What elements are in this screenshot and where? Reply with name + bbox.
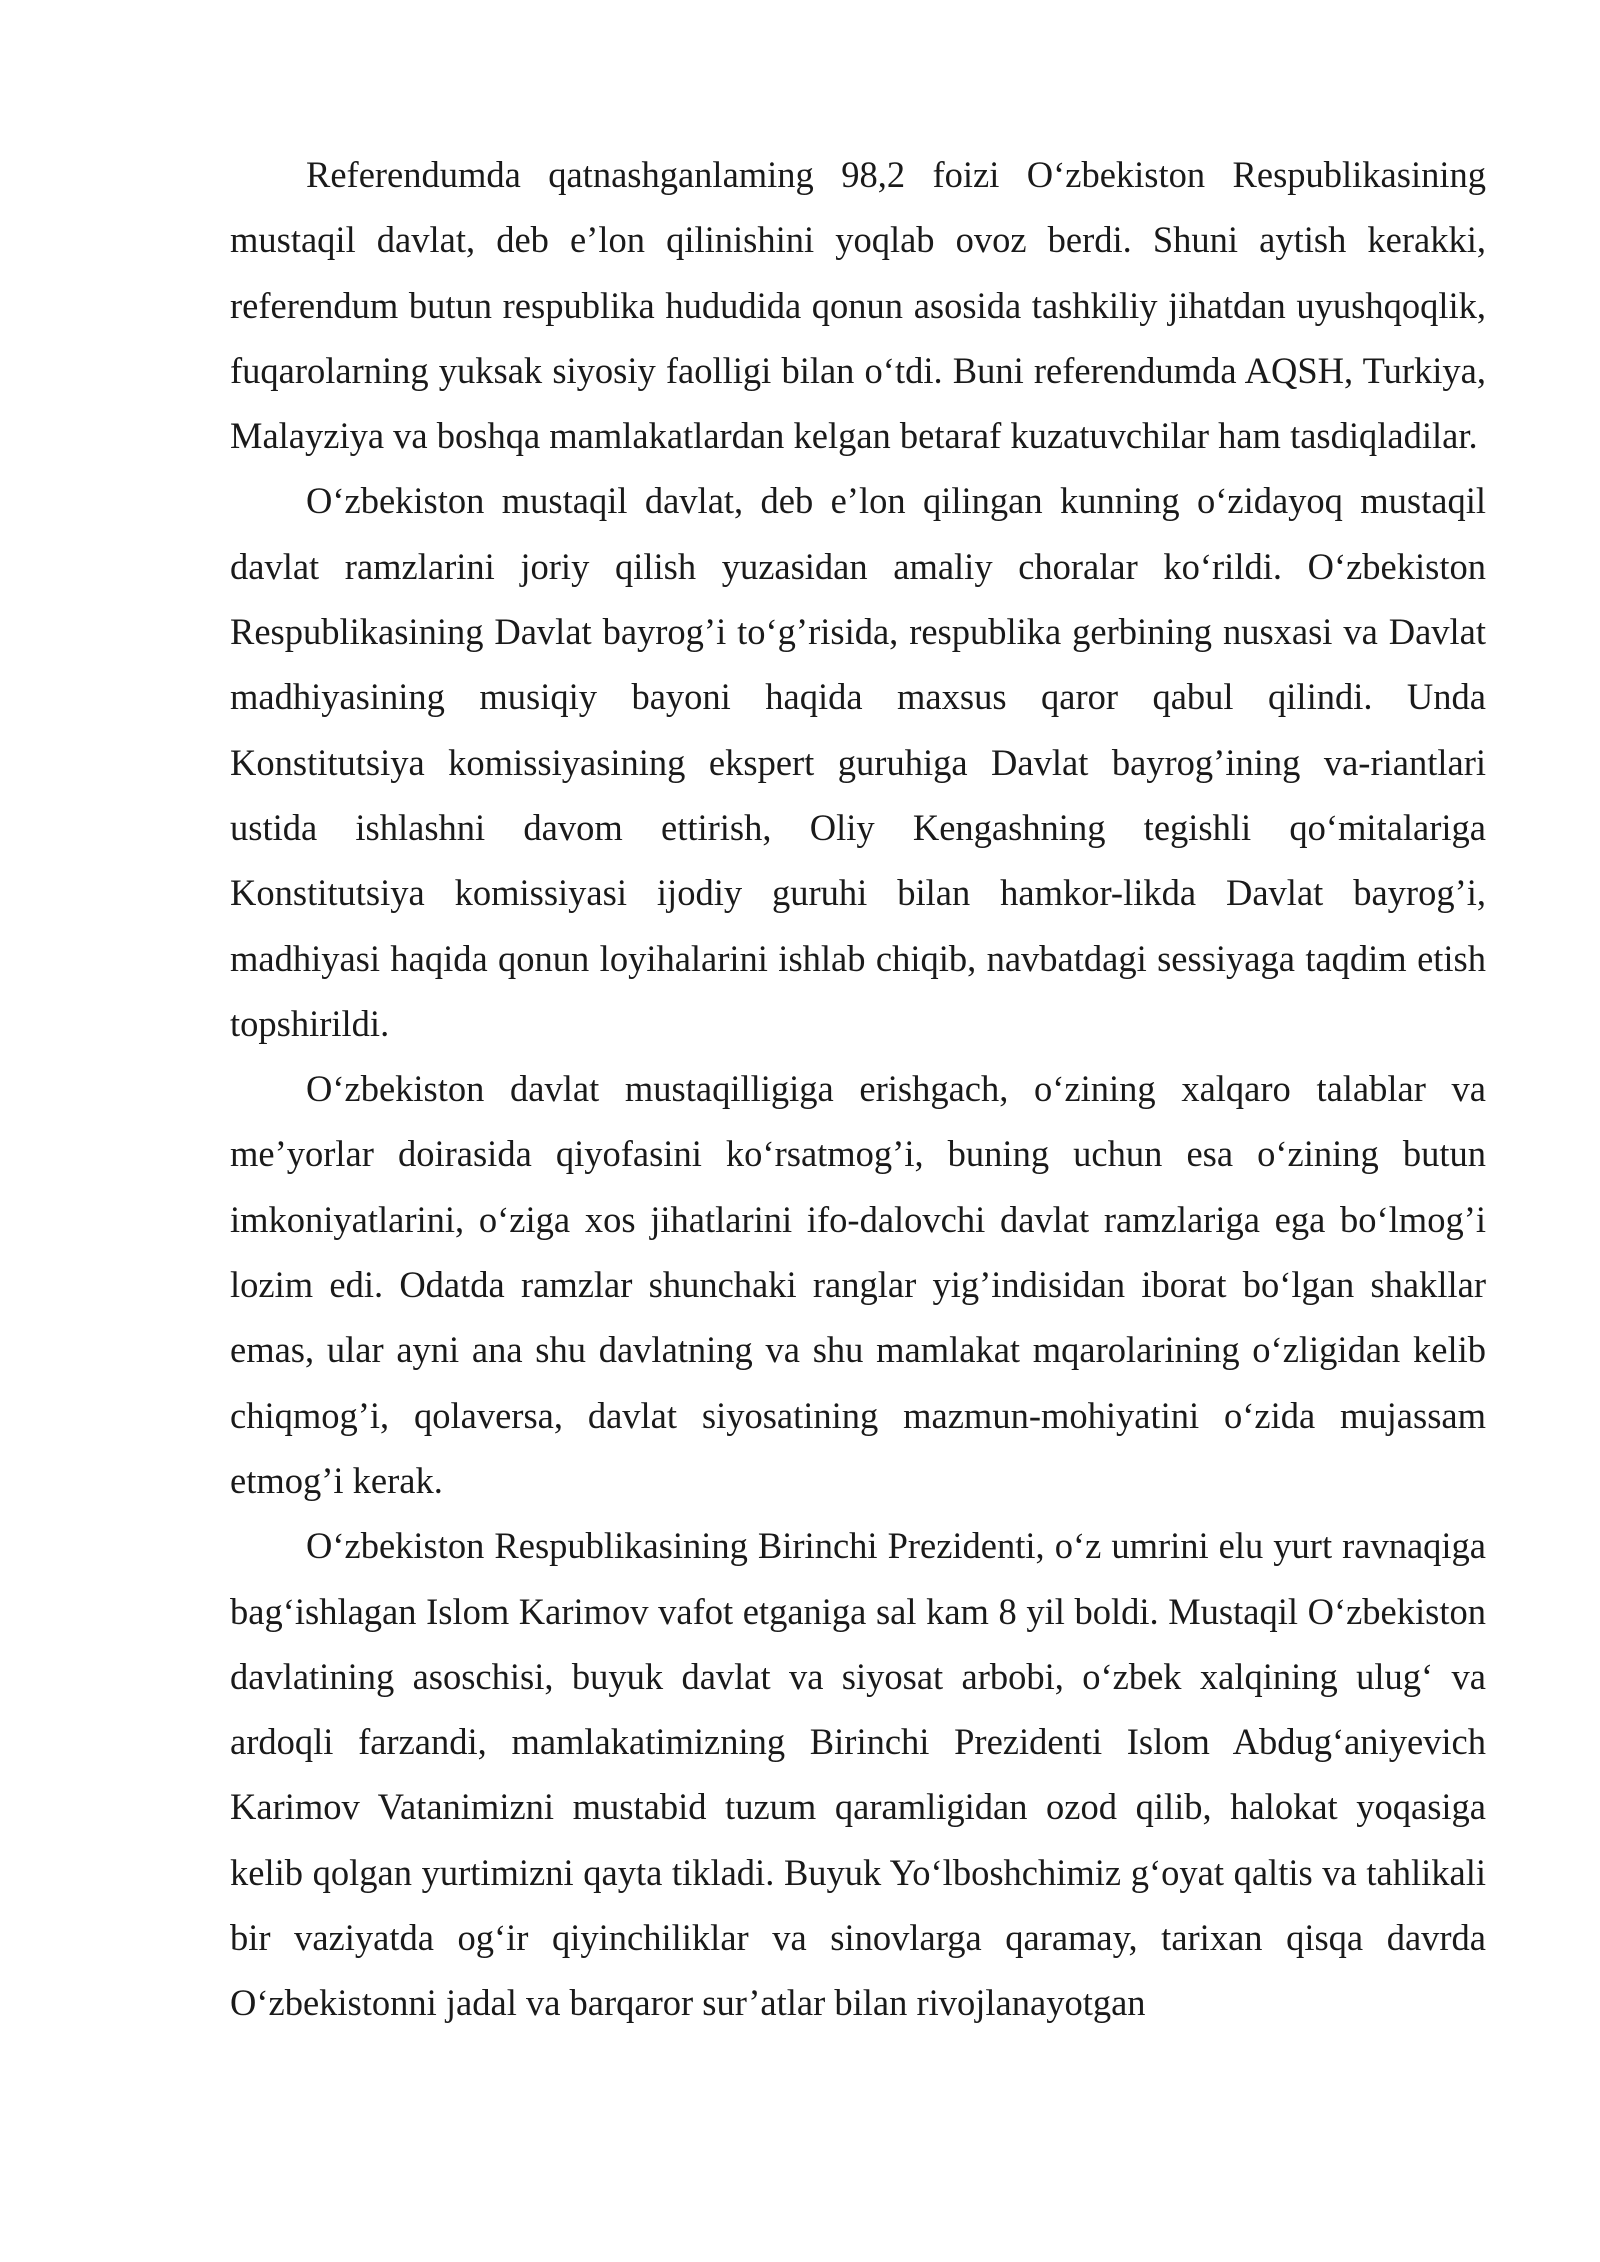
paragraph-referendum: Referendumda qatnashganlaming 98,2 foizi O‘zbekiston Respublikasining mustaqil davlat, deb e’lon qilinishini yoqlab ovoz berdi. Shuni aytish kerakki, referendum butun respublika hududida qonun asosida tashkiliy jihatdan uyushqoqlik, fuqarolarning yuksak siyosiy faolligi bilan o‘tdi. Buni referendumda AQSH, Turkiya, Malayziya va boshqa mamlakatlardan kelgan betaraf kuzatuvchilar ham tasdiqladilar.	[230, 154, 1486, 457]
paragraph-first-president: O‘zbekiston Respublikasining Birinchi Prezidenti, o‘z umrini elu yurt ravnaqiga bag‘ishlagan Islom Karimov vafot etganiga sal kam 8 yil boldi. Mustaqil O‘zbekiston davlatining asoschisi, buyuk davlat va siyosat arbobi, o‘zbek xalqining ulug‘ va ardoqli farzandi, mamlakatimizning Birinchi Prezidenti Islom Abdug‘aniyevich Karimov Vatanimizni mustabid tuzum qaramligidan ozod qilib, halokat yoqasiga kelib qolgan yurtimizni qayta tikladi. Buyuk Yo‘lboshchimiz g‘oyat qaltis va tahlikali bir vaziyatda og‘ir qiyinchiliklar va sinovlarga qaramay, tarixan qisqa davrda O‘zbekistonni jadal va barqaror sur’atlar bilan rivojlanayotgan	[230, 1525, 1486, 2024]
body-text	[230, 142, 1486, 2036]
paragraph-independence-symbols: O‘zbekiston davlat mustaqilligiga erishgach, o‘zining xalqaro talablar va me’yorlar doirasida qiyofasini ko‘rsatmog’i, buning uchun esa o‘zining butun imkoniyatlarini, o‘ziga xos jihatlarini ifo-dalovchi davlat ramzlariga ega bo‘lmog’i lozim edi. Odatda ramzlar shunchaki ranglar yig’indisidan iborat bo‘lgan shakllar emas, ular ayni ana shu davlatning va shu mamlakat mqarolarining o‘zligidan kelib chiqmog’i, qolaversa, davlat siyosatining mazmun-mohiyatini o‘zida mujassam etmog’i kerak.	[230, 1068, 1486, 1501]
paragraph-state-symbols: O‘zbekiston mustaqil davlat, deb e’lon qilingan kunning o‘zidayoq mustaqil davlat ramzlarini joriy qilish yuzasidan amaliy choralar ko‘rildi. O‘zbekiston Respublikasining Davlat bayrog’i to‘g’risida, respublika gerbining nusxasi va Davlat madhiyasining musiqiy bayoni haqida maxsus qaror qabul qilindi. Unda Konstitutsiya komissiyasining ekspert guruhiga Davlat bayrog’ining va-riantlari ustida ishlashni davom ettirish, Oliy Kengashning tegishli qo‘mitalariga Konstitutsiya komissiyasi ijodiy guruhi bilan hamkor-likda Davlat bayrog’i, madhiyasi haqida qonun loyihalarini ishlab chiqib, navbatdagi sessiyaga taqdim etish topshirildi.	[230, 480, 1486, 1044]
